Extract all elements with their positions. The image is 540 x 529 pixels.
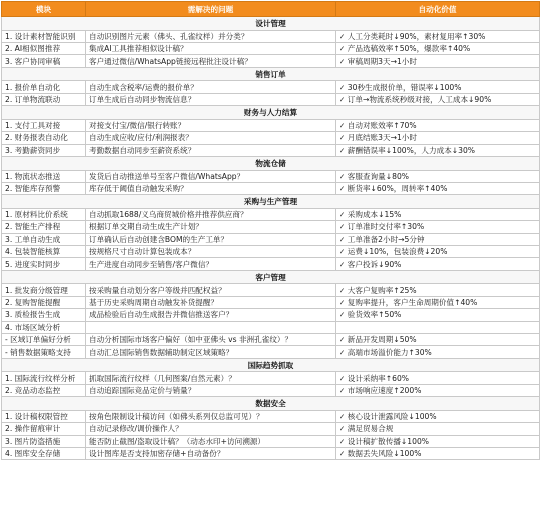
module-cell: 2. 竞品动态监控 xyxy=(2,384,86,396)
table-row xyxy=(2,182,540,194)
module-cell: 2. 复购智能提醒 xyxy=(2,296,86,308)
problem-cell: 按角色限制设计稿访问（如佛头系列仅总监可见）？ xyxy=(86,410,336,422)
table-row xyxy=(2,410,540,422)
table-row xyxy=(2,333,540,345)
problem-cell: 成品检验后自动生成报告并微信推送客户？ xyxy=(86,309,336,321)
module-cell: 1. 批发商分级管理 xyxy=(2,284,86,296)
table-row xyxy=(2,346,540,358)
module-cell: 2. 智能库存预警 xyxy=(2,182,86,194)
value-cell: ✓ 新品开发周期↓50% xyxy=(336,333,540,345)
value-cell: ✓ 订单准时交付率↑30% xyxy=(336,221,540,233)
value-cell: ✓ 运费↓10%，包装浪费↓20% xyxy=(336,246,540,258)
table-row xyxy=(2,284,540,296)
section-row xyxy=(2,270,540,284)
header-value: 自动化价值 xyxy=(336,2,540,17)
section-title: 采购与生产管理 xyxy=(2,195,540,209)
problem-cell: 自动生成应收/应付/利润报表？ xyxy=(86,132,336,144)
table-row xyxy=(2,447,540,459)
module-cell: 1. 设计稿权限管控 xyxy=(2,410,86,422)
section-row xyxy=(2,156,540,170)
table-row xyxy=(2,372,540,384)
value-cell: ✓ 设计稿扩散传播↓100% xyxy=(336,435,540,447)
module-cell: 2. 财务报表自动化 xyxy=(2,132,86,144)
module-cell: 2. 订单物流联动 xyxy=(2,93,86,105)
problem-cell: 根据订单交期自动生成生产计划？ xyxy=(86,221,336,233)
problem-cell: 自动生成含税率/运费的报价单？ xyxy=(86,81,336,93)
table-row xyxy=(2,435,540,447)
table-body xyxy=(2,17,540,460)
problem-cell: 基于历史采购周期自动触发补货提醒？ xyxy=(86,296,336,308)
module-cell: 1. 物流状态推送 xyxy=(2,170,86,182)
table-row xyxy=(2,309,540,321)
value-cell: ✓ 客户投诉↓90% xyxy=(336,258,540,270)
table-row xyxy=(2,208,540,220)
value-cell: ✓ 设计采纳率↑60% xyxy=(336,372,540,384)
problem-cell: 自动分析国际市场客户偏好（如中亚佛头 vs 非洲孔雀纹）？ xyxy=(86,333,336,345)
module-cell: 4. 包装智能核算 xyxy=(2,246,86,258)
section-row xyxy=(2,67,540,81)
module-cell: 1. 设计素材智能识别 xyxy=(2,30,86,42)
problem-cell: 能否防止截图/盗取设计稿？（动态水印+访问溯源） xyxy=(86,435,336,447)
table-row xyxy=(2,93,540,105)
table-row xyxy=(2,144,540,156)
table-row xyxy=(2,81,540,93)
value-cell: ✓ 采购成本↓15% xyxy=(336,208,540,220)
section-title: 国际趋势抓取 xyxy=(2,358,540,372)
module-cell: 1. 报价单自动化 xyxy=(2,81,86,93)
problem-cell: 订单生成后自动同步物流信息？ xyxy=(86,93,336,105)
problem-cell: 发货后自动推送单号至客户微信/WhatsApp？ xyxy=(86,170,336,182)
module-cell: 1. 支付工具对接 xyxy=(2,119,86,131)
problem-cell: 按规格尺寸自动计算包装成本？ xyxy=(86,246,336,258)
problem-cell: 自动识别图片元素（佛头、孔雀纹样）并分类？ xyxy=(86,30,336,42)
module-cell: 3. 工单自动生成 xyxy=(2,233,86,245)
table-row xyxy=(2,55,540,67)
value-cell: ✓ 工单准备2小时→5分钟 xyxy=(336,233,540,245)
value-cell: ✓ 复购率提升，客户生命周期价值↑40% xyxy=(336,296,540,308)
problem-cell: 自动追踪国际竞品定价与销量？ xyxy=(86,384,336,396)
value-cell: ✓ 高端市场溢价能力↑30% xyxy=(336,346,540,358)
module-cell: - 区域订单偏好分析 xyxy=(2,333,86,345)
section-row xyxy=(2,397,540,411)
section-row xyxy=(2,358,540,372)
value-cell: ✓ 大客户复购率↑25% xyxy=(336,284,540,296)
table-row xyxy=(2,258,540,270)
table-row xyxy=(2,221,540,233)
section-row xyxy=(2,195,540,209)
section-title: 物流仓储 xyxy=(2,156,540,170)
module-cell: - 销售数据策略支持 xyxy=(2,346,86,358)
module-cell: 4. 市场区域分析 xyxy=(2,321,86,333)
section-row xyxy=(2,106,540,120)
value-cell: ✓ 断货率↓60%，周转率↑40% xyxy=(336,182,540,194)
section-title: 数据安全 xyxy=(2,397,540,411)
value-cell: ✓ 核心设计泄露风险↓100% xyxy=(336,410,540,422)
table-row xyxy=(2,233,540,245)
module-cell: 4. 图库安全存储 xyxy=(2,447,86,459)
table-row xyxy=(2,119,540,131)
value-cell: ✓ 自动对账效率↑70% xyxy=(336,119,540,131)
module-cell: 3. 考勤薪资同步 xyxy=(2,144,86,156)
problem-cell xyxy=(86,321,336,333)
value-cell: ✓ 人工分类耗时↓90%，素材复用率↑30% xyxy=(336,30,540,42)
value-cell: ✓ 市场响应速度↑200% xyxy=(336,384,540,396)
problem-cell: 设计图库是否支持加密存储+自动备份？ xyxy=(86,447,336,459)
value-cell: ✓ 验货效率↑50% xyxy=(336,309,540,321)
problem-cell: 自动抓取1688/义乌商贸城价格并推荐供应商？ xyxy=(86,208,336,220)
value-cell: ✓ 客服查询量↓80% xyxy=(336,170,540,182)
header-problem: 需解决的问题 xyxy=(86,2,336,17)
problem-cell: 客户通过微信/WhatsApp链接远程批注设计稿？ xyxy=(86,55,336,67)
value-cell: ✓ 订单→物流系统秒级对接，人工成本↓90% xyxy=(336,93,540,105)
header-module: 模块 xyxy=(2,2,86,17)
section-title: 财务与人力结算 xyxy=(2,106,540,120)
table-row xyxy=(2,321,540,333)
section-title: 客户管理 xyxy=(2,270,540,284)
table-row xyxy=(2,170,540,182)
problem-cell: 库存低于阈值自动触发采购？ xyxy=(86,182,336,194)
table-row xyxy=(2,384,540,396)
module-cell: 2. 操作留痕审计 xyxy=(2,423,86,435)
table-row xyxy=(2,42,540,54)
value-cell: ✓ 满足贸易合规 xyxy=(336,423,540,435)
section-title: 销售订单 xyxy=(2,67,540,81)
problem-cell: 按采购量自动划分客户等级并匹配权益？ xyxy=(86,284,336,296)
problem-cell: 生产进度自动同步至销售/客户微信？ xyxy=(86,258,336,270)
table-row xyxy=(2,132,540,144)
section-row xyxy=(2,17,540,31)
table-row xyxy=(2,296,540,308)
module-cell: 1. 国际流行纹样分析 xyxy=(2,372,86,384)
module-cell: 3. 图片防盗措施 xyxy=(2,435,86,447)
table-row xyxy=(2,423,540,435)
problem-cell: 订单确认后自动创建含BOM的生产工单？ xyxy=(86,233,336,245)
problem-cell: 考勤数据自动同步至薪资系统？ xyxy=(86,144,336,156)
value-cell: ✓ 月底结账3天→1小时 xyxy=(336,132,540,144)
problem-cell: 抓取国际流行纹样（几何图案/自然元素）？ xyxy=(86,372,336,384)
table-row xyxy=(2,30,540,42)
module-cell: 2. AI相似图推荐 xyxy=(2,42,86,54)
problem-cell: 集成AI工具推荐相似设计稿？ xyxy=(86,42,336,54)
value-cell xyxy=(336,321,540,333)
table-row xyxy=(2,246,540,258)
header-row xyxy=(2,2,540,17)
problem-cell: 对接支付宝/微信/银行转账？ xyxy=(86,119,336,131)
module-cell: 2. 智能生产排程 xyxy=(2,221,86,233)
problem-cell: 自动汇总国际销售数据辅助制定区域策略？ xyxy=(86,346,336,358)
value-cell: ✓ 审稿周期3天→1小时 xyxy=(336,55,540,67)
automation-value-table xyxy=(1,1,540,460)
module-cell: 1. 原材料比价系统 xyxy=(2,208,86,220)
module-cell: 3. 客户协同审稿 xyxy=(2,55,86,67)
value-cell: ✓ 数据丢失风险↓100% xyxy=(336,447,540,459)
module-cell: 5. 进度实时同步 xyxy=(2,258,86,270)
module-cell: 3. 质检报告生成 xyxy=(2,309,86,321)
section-title: 设计管理 xyxy=(2,17,540,31)
value-cell: ✓ 薪酬错误率↓100%，人力成本↓30% xyxy=(336,144,540,156)
value-cell: ✓ 产品选稿效率↑50%，爆款率↑40% xyxy=(336,42,540,54)
value-cell: ✓ 30秒生成报价单，错误率↓100% xyxy=(336,81,540,93)
problem-cell: 自动记录修改/调价操作人？ xyxy=(86,423,336,435)
